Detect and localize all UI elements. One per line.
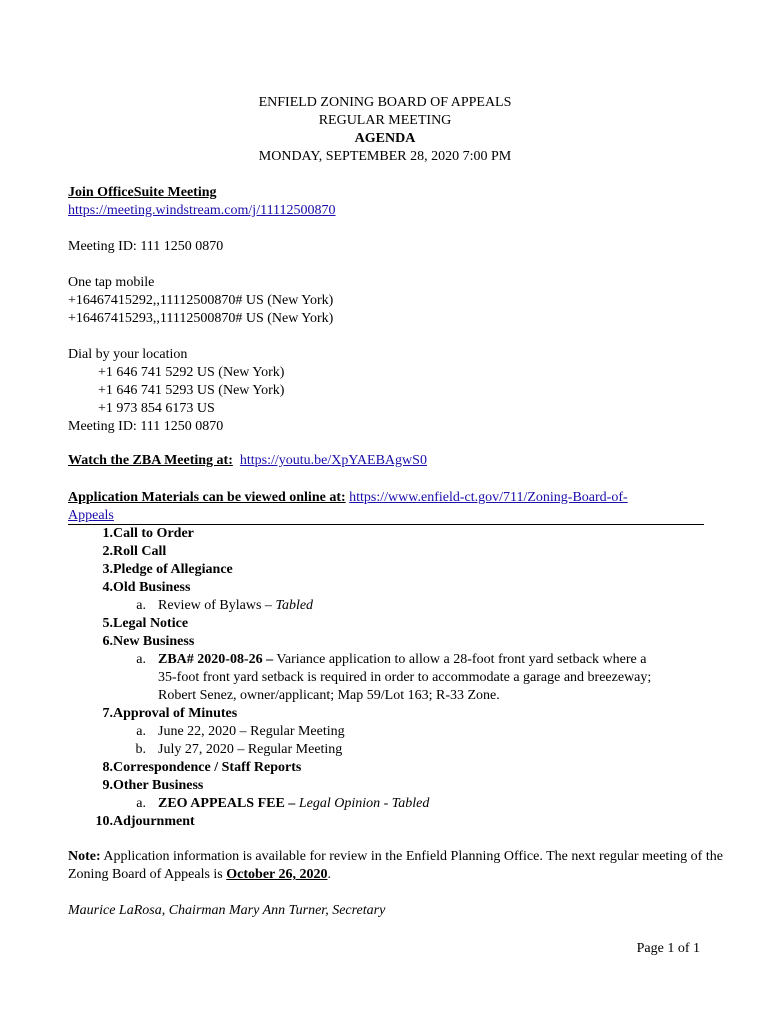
sub-item-letter: a. <box>136 796 146 811</box>
item-label: Legal Notice <box>113 616 189 631</box>
agenda-item <box>68 777 708 795</box>
dial-number: +1 646 741 5293 US (New York) <box>98 383 285 398</box>
document-title: AGENDA <box>354 131 416 146</box>
item-label: Adjournment <box>113 814 195 829</box>
agenda-item <box>68 633 708 651</box>
page-number: Page 1 of 1 <box>636 941 700 956</box>
sub-item-text: Variance application to allow a 28-foot front yard setback where a <box>273 652 647 667</box>
sub-item-text: 35-foot front yard setback is required in order to accommodate a garage and breezeway; <box>158 670 652 685</box>
agenda-item <box>68 561 708 579</box>
sub-item <box>68 651 708 705</box>
watch-label: Watch the ZBA Meeting at: <box>68 453 233 468</box>
sub-item-letter: a. <box>136 724 146 739</box>
materials-label: Application Materials can be viewed online at: <box>68 490 346 505</box>
meeting-type: REGULAR MEETING <box>318 113 452 128</box>
item-number: 7. <box>102 706 113 721</box>
item-number: 9. <box>102 778 113 793</box>
dial-meeting-id: Meeting ID: 111 1250 0870 <box>68 419 224 434</box>
sub-item-title: ZEO APPEALS FEE – <box>158 796 296 811</box>
watch-section <box>68 452 708 470</box>
sub-item-text: June 22, 2020 – Regular Meeting <box>158 724 345 739</box>
sub-item-letter: b. <box>135 742 146 757</box>
agenda-item <box>68 813 708 831</box>
sub-item-status: Tabled <box>275 598 314 613</box>
next-meeting-date: October 26, 2020 <box>226 867 328 882</box>
item-number: 8. <box>102 760 113 775</box>
youtube-link[interactable]: https://youtu.be/XpYAEBAgwS0 <box>239 453 427 468</box>
note-text: Application information is available for review in the Enfield Planning Office. The next regular meeting of the Zoning Board of Appeals is <box>68 849 723 882</box>
dial-number: +1 973 854 6173 US <box>98 401 215 416</box>
dial-section <box>68 346 708 436</box>
dial-label: Dial by your location <box>68 347 188 362</box>
one-tap-number: +16467415293,,11112500870# US (New York) <box>68 311 334 326</box>
meeting-date: MONDAY, SEPTEMBER 28, 2020 7:00 PM <box>258 149 512 164</box>
sub-item <box>68 723 708 741</box>
application-number: ZBA# 2020-08-26 – <box>158 652 274 667</box>
agenda-list <box>68 525 708 831</box>
agenda-item <box>68 759 708 777</box>
join-meeting-link[interactable]: https://meeting.windstream.com/j/11112500870 <box>68 203 336 218</box>
meeting-id: Meeting ID: 111 1250 0870 <box>68 239 224 254</box>
sub-item-status: Legal Opinion - Tabled <box>295 796 430 811</box>
one-tap-section <box>68 274 708 328</box>
item-label: Other Business <box>113 778 204 793</box>
note-paragraph <box>68 848 748 884</box>
item-number: 5. <box>102 616 113 631</box>
sub-item <box>68 741 708 759</box>
item-number: 3. <box>102 562 113 577</box>
item-label: Correspondence / Staff Reports <box>113 760 302 775</box>
materials-link[interactable]: https://www.enfield-ct.gov/711/Zoning-Board-of- <box>349 490 628 505</box>
materials-link-continued[interactable]: Appeals <box>68 508 114 523</box>
join-title: Join OfficeSuite Meeting <box>68 185 217 200</box>
item-number: 1. <box>102 526 113 541</box>
item-label: Roll Call <box>113 544 167 559</box>
item-label: Approval of Minutes <box>113 706 238 721</box>
sub-item <box>68 597 708 615</box>
agenda-header <box>0 94 770 166</box>
sub-item-letter: a. <box>136 598 146 613</box>
item-number: 10. <box>95 814 113 829</box>
materials-section <box>68 489 708 525</box>
agenda-item <box>68 579 708 597</box>
note-label: Note: <box>68 849 101 864</box>
board-name: ENFIELD ZONING BOARD OF APPEALS <box>258 95 512 110</box>
item-label: Pledge of Allegiance <box>113 562 233 577</box>
join-section <box>68 184 708 220</box>
item-label: New Business <box>113 634 195 649</box>
sub-item-text: Review of Bylaws – <box>158 598 276 613</box>
sub-item-text: Robert Senez, owner/applicant; Map 59/Lot 163; R-33 Zone. <box>158 688 500 703</box>
agenda-item <box>68 615 708 633</box>
item-number: 2. <box>102 544 113 559</box>
item-number: 4. <box>102 580 113 595</box>
agenda-item <box>68 543 708 561</box>
note-end: . <box>327 867 331 882</box>
one-tap-number: +16467415292,,11112500870# US (New York) <box>68 293 334 308</box>
item-label: Old Business <box>113 580 191 595</box>
signature-line: Maurice LaRosa, Chairman Mary Ann Turner, Secretary <box>68 903 386 918</box>
dial-number: +1 646 741 5292 US (New York) <box>98 365 285 380</box>
item-number: 6. <box>102 634 113 649</box>
sub-item-text: July 27, 2020 – Regular Meeting <box>158 742 343 757</box>
item-label: Call to Order <box>113 526 194 541</box>
agenda-item <box>68 705 708 723</box>
sub-item-letter: a. <box>136 652 146 667</box>
one-tap-label: One tap mobile <box>68 275 155 290</box>
sub-item <box>68 795 708 813</box>
agenda-item <box>68 525 708 543</box>
